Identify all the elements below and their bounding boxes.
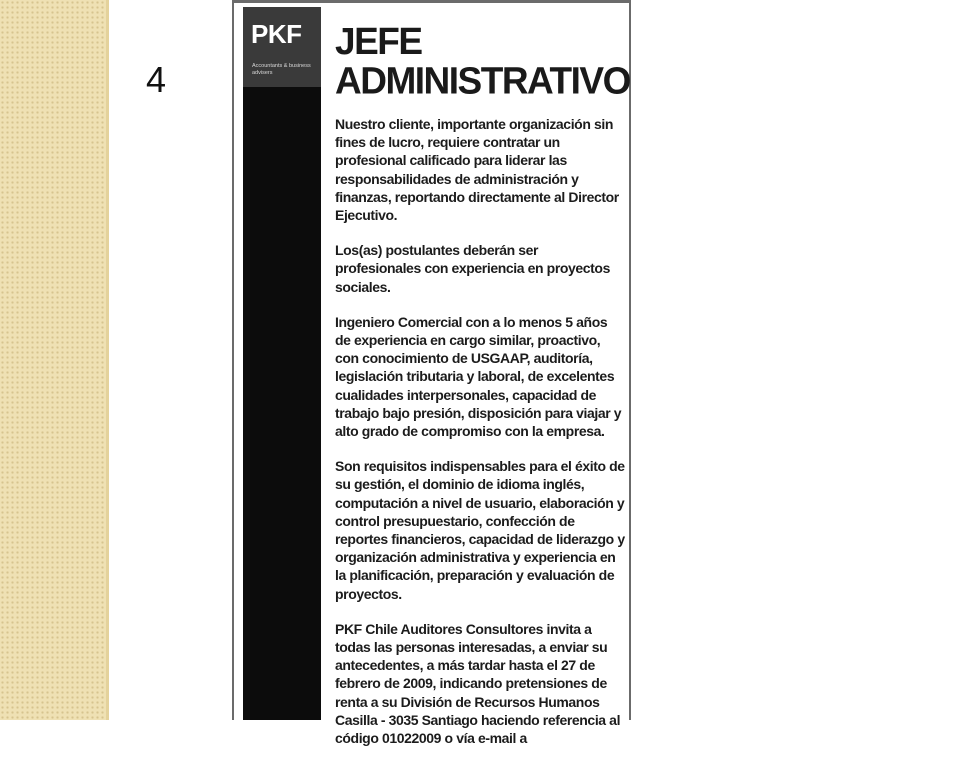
decorative-left-strip [0,0,106,720]
ad-title-line-1: JEFE [335,20,422,63]
ad-frame-top-border [234,0,629,3]
ad-paragraph-intro: Nuestro cliente, importante organización sin fines de lucro, requiere contratar un profesional calificado para liderar las responsabilidades de administración y finanzas, reportando directamente al Director Ejecutivo. [335,116,619,224]
ad-paragraph-applicants: Los(as) postulantes deberán ser profesionales con experiencia en proyectos sociales. [335,242,610,295]
logo-tagline: Accountants & business advisers [252,63,311,76]
strip-edge [106,0,109,720]
pkf-logo [243,7,321,87]
company-name: PKF Chile Auditores Consultores [335,620,543,637]
ad-sidebar [243,7,321,720]
closing-text-2: haciendo referencia al código 01022009 o vía e-mail a [335,711,621,747]
ad-paragraph-requirements: Son requisitos indispensables para el éxito de su gestión, el dominio de idioma inglés, computación a nivel de usuario, elaboración y control presupuestario, confección de reportes financieros, capacidad de liderazgo y organización administrativa y experiencia en la planificación, preparación y evaluación de proyectos. [335,458,625,602]
job-ad [232,0,631,747]
closing-text-1: invita a todas las personas interesadas, a enviar su antecedentes, a más tardar hasta el 27 de febrero de 2009, indicando pretensiones de renta a su [335,620,608,710]
ad-paragraph-profile: Ingeniero Comercial con a lo menos 5 años de experiencia en cargo similar, proactivo, con conocimiento de USGAAP, auditoría, legislación tributaria y laboral, de excelentes cualidades interpersonales, capacidad de trabajo bajo presión, disposición para viajar y alto grado de compromiso con la empresa. [335,313,622,440]
ad-title [335,20,630,102]
ad-content [335,20,630,764]
ad-title-line-2: ADMINISTRATIVO [335,59,630,102]
slide-number: 4 [145,59,167,100]
ad-paragraph-closing [335,620,625,747]
division-address: División de Recursos Humanos Casilla - 3035 Santiago [335,693,600,728]
logo-wordmark: PKF [251,19,302,49]
